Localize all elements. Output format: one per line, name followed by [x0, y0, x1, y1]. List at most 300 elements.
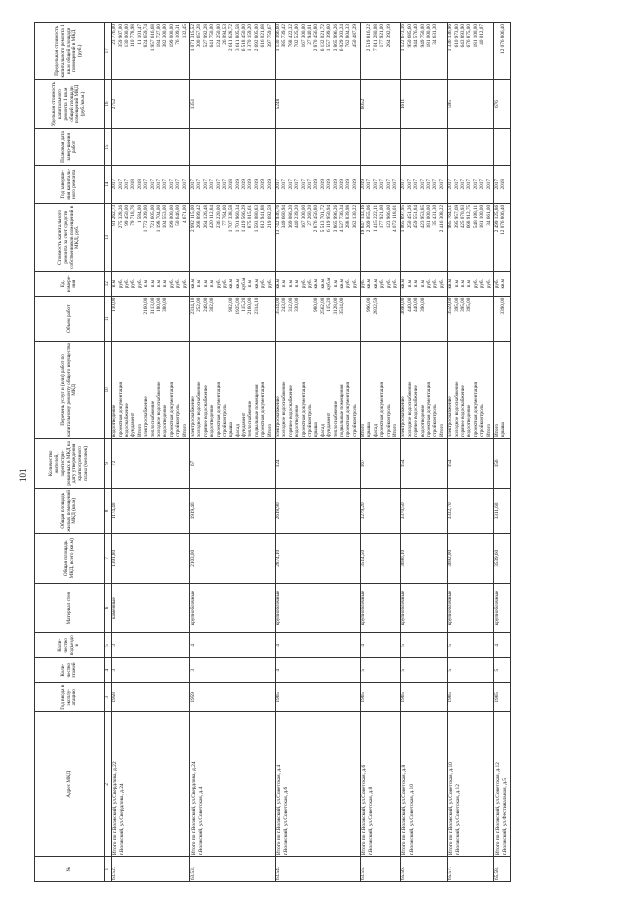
floors-cell: [275, 658, 360, 683]
unit-cost-cell: [360, 79, 400, 129]
works-cell: [360, 341, 400, 438]
unit-line: руб.: [379, 279, 386, 289]
column-number: 9: [105, 439, 112, 489]
volumes-cell: [360, 296, 400, 341]
year-line: 2017: [294, 179, 301, 190]
cost-line: 440 239,20: [294, 204, 301, 229]
limit-line: 676 875,00: [466, 24, 473, 48]
floors-cell-text: 3: [189, 668, 196, 672]
limit-line: 2 870 456,80: [313, 24, 320, 52]
volume-line: 2314,10: [189, 297, 196, 315]
year-line: 2017: [426, 179, 432, 190]
total-area-cell-text: 3692,00: [447, 549, 454, 567]
residents-cell: [447, 439, 494, 489]
address-line: Итого по г.Волжский, ул.Советская, д.8: [401, 764, 408, 856]
volume-line: 2160,00: [143, 297, 150, 315]
walls-cell: [447, 583, 494, 633]
limits-cell: [447, 23, 494, 80]
unit-line: кв.м: [447, 278, 454, 289]
volume-line: 248,00: [202, 297, 209, 312]
floors-cell: [111, 658, 190, 683]
work-line: электроснабжение: [189, 396, 196, 438]
cost-line: 1 707 338,58: [228, 204, 235, 233]
residents-cell-text: 154: [447, 459, 454, 468]
column-number: 14: [105, 165, 112, 203]
residents-cell-text: 154: [400, 459, 407, 468]
column-number: 6: [105, 583, 112, 633]
floors-cell: [494, 658, 510, 683]
volume-line: 395,00: [466, 297, 473, 312]
column-header: Удельная стоимость капитального ремонта 1 кв.м общей площади помещений МКД (руб./кв.м.): [35, 79, 105, 129]
year-line: 2017: [379, 179, 386, 190]
entrances-cell: [275, 633, 360, 658]
work-line: Итого: [181, 423, 188, 438]
entrances-cell-text: 4: [189, 644, 196, 647]
address-line: г.Волжский, ул.Советская, д.6: [283, 786, 290, 856]
year-line: 2018: [228, 179, 235, 190]
cost-line: 1 415 222,11: [372, 204, 379, 232]
column-number: 15: [105, 129, 112, 165]
year-line: 2019: [247, 179, 254, 190]
living-area-cell: [494, 488, 510, 533]
limit-line: 124 250,00: [215, 24, 222, 48]
limit-line: 181 100,00: [472, 24, 479, 48]
limit-line: 641 750,00: [209, 24, 216, 48]
volume-line: 2832,59: [372, 297, 379, 315]
years-cell: [275, 165, 360, 203]
cost-line: 6 119 950,94: [326, 204, 333, 232]
cost-line: 288 839,98: [345, 204, 352, 229]
costs-cell: [111, 203, 190, 271]
capital-repair-table: [34, 22, 511, 882]
work-line: крыша: [366, 422, 373, 438]
volume-line: [487, 298, 493, 340]
year-line: 2019: [319, 179, 326, 190]
work-line: стройконтроль: [385, 404, 392, 438]
work-line: электроснабжение: [275, 396, 282, 438]
work-line: стройконтроль: [221, 404, 228, 438]
work-line: проектная документация: [117, 382, 124, 438]
volume-line: 3113,00: [149, 297, 156, 315]
work-line: Итого: [266, 423, 273, 438]
volume-line: 115,20: [326, 297, 333, 312]
walls-cell-text: крупноблочные: [493, 590, 500, 626]
floors-cell-text: 5: [360, 668, 367, 672]
unit-line: руб.: [472, 279, 479, 289]
address-line: Итого по г.Волжский, ул.Свердлова, д.24: [190, 761, 197, 856]
work-line: фасад: [372, 424, 379, 438]
cost-line: 4 527 736,34: [338, 204, 345, 233]
work-line: фасад: [234, 424, 241, 438]
address-line: г.Волжский, ул.Советская, д.10: [408, 784, 415, 856]
work-line: водоотведение: [111, 404, 118, 438]
cost-line: 12 076 806,40: [500, 204, 507, 235]
table-row: [190, 23, 275, 882]
volume-line: 996,00: [366, 297, 373, 312]
year-line: 2017: [493, 179, 500, 190]
work-line: проектная документация: [345, 382, 352, 438]
limit-line: 199 000,00: [168, 24, 175, 48]
limit-line: 702 525,00: [294, 24, 301, 48]
column-header: Общая площадь жилых помещений МКД (кв.м): [35, 488, 105, 533]
units-cell: [275, 271, 360, 296]
limit-line: 3 865 996,26: [332, 24, 339, 52]
residents-cell: [111, 439, 190, 489]
column-header: Общая площадь МКД, всего (кв.м): [35, 533, 105, 583]
living-area-cell: [111, 488, 190, 533]
work-line: холодное водоснабжение: [453, 381, 460, 438]
residents-cell-text: 67: [189, 460, 196, 466]
year-cell: [111, 683, 190, 712]
living-area-cell-text: 1919,40: [189, 502, 196, 520]
record-number: [111, 857, 190, 882]
volume-line: 3390,00: [500, 297, 507, 315]
unit-cost-text: 1351: [189, 98, 196, 110]
unit-line: руб.: [221, 279, 228, 289]
residents-cell: [275, 439, 360, 489]
year-line: 2019: [313, 179, 320, 190]
year-line: 2019: [234, 179, 241, 190]
page-number: 101: [18, 468, 28, 482]
unit-line: кв.м: [234, 278, 241, 289]
plan-date-cell: [494, 129, 510, 165]
limit-line: 6 029 303,24: [338, 24, 345, 52]
year-line: 2017: [202, 179, 209, 190]
rotated-sheet: [20, 22, 620, 882]
year-line: 2017: [406, 179, 413, 190]
cost-line: 13 742 936,76: [275, 204, 282, 235]
limit-line: 1 957 616,68: [149, 24, 156, 52]
column-number: 2: [105, 712, 112, 857]
living-area-cell-text: 3332,70: [447, 502, 454, 520]
total-area-cell: [494, 533, 510, 583]
volumes-cell: [494, 296, 510, 341]
work-line: проектная документация: [260, 382, 267, 438]
work-line: проектная документация: [426, 382, 432, 438]
year-line: 2019: [345, 179, 352, 190]
record-number-text: 65.57.: [447, 867, 454, 880]
unit-cost-text: 2752: [111, 98, 118, 110]
cost-line: 167 300,00: [300, 204, 307, 229]
address-line: Итого по г.Волжский, ул.Свердлова, д.22: [112, 761, 119, 856]
work-line: водоотведение: [419, 404, 426, 438]
table-row: [494, 23, 510, 882]
work-line: горячее водоснабжение: [413, 385, 420, 438]
limit-line: 1 557 399,60: [326, 24, 333, 52]
walls-cell-text: крупноблочные: [360, 590, 367, 626]
volume-line: 380,00: [162, 297, 169, 312]
entrances-cell: [190, 633, 275, 658]
residents-cell-text: 72: [111, 460, 118, 466]
year-line: 2017: [447, 179, 454, 190]
year-line: 2017: [149, 179, 156, 190]
year-line: 2017: [419, 179, 426, 190]
entrances-cell: [360, 633, 400, 658]
volume-line: [393, 298, 399, 340]
units-cell: [494, 271, 510, 296]
cost-line: 369 086,20: [287, 204, 294, 229]
limit-line: 3 611 805,58: [234, 24, 241, 52]
limit-line: 167 300,00: [300, 24, 307, 48]
entrances-cell-text: 4: [360, 644, 367, 647]
column-number: 4: [105, 658, 112, 683]
header-row: [35, 23, 105, 882]
work-line: крыша: [313, 422, 320, 438]
works-cell: [400, 341, 447, 438]
work-line: водоснабжение: [124, 403, 131, 438]
cost-line: 362 130,22: [351, 204, 358, 229]
work-line: электроснабжение: [400, 396, 407, 438]
volume-line: 2160,00: [247, 297, 254, 315]
year-line: 2017: [209, 179, 216, 190]
record-number-text: 65.58.: [493, 867, 500, 880]
year-cell: [190, 683, 275, 712]
work-line: электроснабжение: [143, 396, 150, 438]
unit-line: п.м: [294, 280, 301, 288]
year-cell-text: 1965: [275, 692, 282, 703]
plan-date-cell: [400, 129, 447, 165]
work-line: Итого: [136, 423, 143, 438]
residents-cell: [400, 439, 447, 489]
cost-line: 34 661,00: [485, 204, 492, 226]
work-line: водоотведение: [162, 404, 169, 438]
column-number: 3: [105, 683, 112, 712]
units-cell: [111, 271, 190, 296]
work-line: стройконтроль: [351, 404, 358, 438]
limit-line: 616 021,68: [260, 24, 267, 48]
unit-line: руб.: [479, 279, 486, 289]
year-line: 2017: [181, 179, 188, 190]
cost-line: 985 764,51: [447, 204, 454, 229]
total-area-cell: [190, 533, 275, 583]
volumes-cell: [275, 296, 360, 341]
cost-line: 459 551,84: [413, 204, 420, 229]
unit-line: руб.: [438, 279, 445, 289]
record-number-text: 63.54.: [275, 867, 282, 880]
year-line: 2017: [275, 179, 282, 190]
cost-line: 420 112,84: [209, 204, 216, 229]
total-area-cell: [111, 533, 190, 583]
unit-line: п.м: [332, 280, 339, 288]
limit-line: 184 727,00: [155, 24, 162, 48]
unit-cost-text: 676: [493, 100, 500, 108]
cost-line: 3 865 996,26: [332, 204, 339, 233]
volume-line: 390,00: [419, 297, 426, 312]
works-cell: [275, 341, 360, 438]
years-cell: [190, 165, 275, 203]
work-line: стройконтроль: [432, 404, 439, 438]
column-header: Предельная стоимость капитального ремонта 1 кв.м общей площади помещений в МКД (руб.): [35, 23, 105, 80]
total-area-cell-text: 2874,10: [275, 549, 282, 567]
cost-line: 35 431,30: [432, 204, 439, 226]
work-line: Итого: [485, 423, 492, 438]
year-cell: [275, 683, 360, 712]
cost-line: 5 513 701,72: [319, 204, 326, 233]
living-area-cell-text: 3279,20: [360, 502, 367, 520]
limit-line: 177 921,00: [379, 24, 386, 48]
cost-line: 4 072 118,01: [392, 204, 399, 232]
address-line: Итого по г.Волжский, ул.Советская, д.4: [276, 764, 283, 856]
works-cell: [111, 341, 190, 438]
costs-cell: [400, 203, 447, 271]
year-cell-text: 1965: [400, 692, 407, 703]
cost-line: 875 015,61: [247, 204, 254, 229]
column-header: Коли-чество подъездов: [35, 633, 105, 658]
total-area-cell-text: 1301,80: [111, 549, 118, 567]
limit-line: 27 940,01: [306, 24, 313, 45]
work-line: теплоснабжение: [332, 400, 339, 438]
living-area-cell: [447, 488, 494, 533]
work-line: холодное водоснабжение: [406, 381, 413, 438]
column-number: 11: [105, 296, 112, 341]
limit-line: 26 094,53: [221, 24, 228, 45]
year-cell: [447, 683, 494, 712]
year-line: 2017: [221, 179, 228, 190]
column-header: Год ввода в эксплу-атацию: [35, 683, 105, 712]
volume-line: [353, 298, 359, 340]
cost-line: 81 262,73: [111, 204, 118, 226]
volume-line: 3559,60: [447, 297, 454, 315]
unit-line: руб.: [215, 279, 222, 289]
record-number-text: 63.52.: [111, 867, 118, 880]
volume-line: 980,00: [313, 297, 320, 312]
entrances-cell-text: 5: [447, 644, 454, 647]
residents-cell-text: 156: [493, 459, 500, 468]
limits-cell: [400, 23, 447, 80]
column-header: Материал стен: [35, 583, 105, 633]
units-cell: [447, 271, 494, 296]
unit-line: руб.: [124, 279, 131, 289]
unit-cost-cell: [494, 79, 510, 129]
address-line: Итого по г.Волжский, ул.Советская, д.6: [361, 764, 368, 856]
work-line: фасад: [319, 424, 326, 438]
address-cell: [360, 712, 400, 857]
unit-line: кв.м: [228, 278, 235, 289]
year-line: 2017: [143, 179, 150, 190]
unit-line: кв.м: [253, 278, 260, 289]
work-line: фундамент: [326, 412, 333, 438]
limit-line: 359 907,00: [117, 24, 124, 48]
record-number: [275, 857, 360, 882]
years-cell: [400, 165, 447, 203]
unit-line: руб.: [493, 279, 500, 289]
work-line: проектная документация: [379, 382, 386, 438]
year-line: 2017: [300, 179, 307, 190]
limit-line: 6 132 021,72: [319, 24, 326, 52]
unit-cost-text: 6052: [360, 98, 367, 110]
limit-line: 768 422,32: [287, 24, 294, 48]
limit-line: 762 804,33: [345, 24, 352, 48]
year-line: 2017: [472, 179, 479, 190]
address-cell: [275, 712, 360, 857]
record-number-text: 63.53.: [189, 867, 196, 880]
work-line: стройконтроль: [306, 404, 313, 438]
year-line: 2017: [168, 179, 175, 190]
floors-cell-text: 3: [111, 668, 118, 672]
unit-line: кв.м: [313, 278, 320, 289]
unit-line: п.м: [202, 280, 209, 288]
column-number: 7: [105, 533, 112, 583]
unit-line: п.м: [419, 280, 426, 288]
cost-line: 395 957,69: [453, 204, 460, 229]
plan-date-cell: [190, 129, 275, 165]
volume-line: 440,00: [406, 297, 413, 312]
unit-line: руб.: [260, 279, 267, 289]
total-area-cell-text: 3539,60: [493, 549, 500, 567]
unit-line: руб.: [392, 279, 399, 289]
column-number: 16: [105, 79, 112, 129]
limit-line: 643 893,90: [459, 24, 466, 48]
column-number-row: [105, 23, 112, 882]
volume-line: 243,00: [281, 297, 288, 312]
unit-line: руб.: [300, 279, 307, 289]
unit-line: кв.м: [372, 278, 379, 289]
work-line: теплоснабжение: [149, 400, 156, 438]
walls-cell-text: крупноблочные: [400, 590, 407, 626]
unit-cost-text: 5248: [275, 98, 282, 110]
cost-line: 349 660,94: [281, 204, 288, 229]
table-row: [360, 23, 400, 882]
cost-line: 612 941,88: [260, 204, 267, 229]
living-area-cell: [190, 488, 275, 533]
cost-line: 27 260,20: [306, 204, 313, 226]
cost-line: 181 100,00: [479, 204, 486, 229]
total-area-cell: [447, 533, 494, 583]
address-line: г.Волжский, ул.Фестивальная, д.5: [502, 777, 509, 856]
unit-cost-cell: [447, 79, 494, 129]
cost-line: 181 000,00: [426, 204, 432, 229]
year-line: 2017: [400, 179, 407, 190]
living-area-cell-text: 1174,40: [111, 502, 118, 520]
unit-line: куб.м: [326, 277, 333, 290]
year-line: 2017: [366, 179, 373, 190]
unit-line: руб.: [175, 279, 182, 289]
column-header: Плановая дата завер-шения работ: [35, 129, 105, 165]
limit-line: 264 392,19: [385, 24, 392, 48]
volume-line: [268, 298, 274, 340]
limit-line: 527 992,28: [202, 24, 209, 48]
units-cell: [360, 271, 400, 296]
work-line: водоотведение: [466, 404, 473, 438]
limit-line: 11 101,47: [136, 24, 143, 45]
cost-line: 219 692,59: [266, 204, 273, 229]
floors-cell: [400, 658, 447, 683]
year-line: 2019: [253, 179, 260, 190]
cost-line: 1 584,00: [136, 204, 143, 224]
limit-line: 385 739,42: [281, 24, 288, 48]
limit-line: 130 000,00: [124, 24, 131, 48]
unit-cost-cell: [111, 79, 190, 129]
plan-date-cell: [275, 129, 360, 165]
volume-line: 3128,00: [332, 297, 339, 315]
unit-line: руб.: [117, 279, 124, 289]
volumes-cell: [447, 296, 494, 341]
record-number: [494, 857, 510, 882]
year-line: 2017: [306, 179, 313, 190]
work-line: горячее водоснабжение: [202, 385, 209, 438]
unit-line: руб.: [168, 279, 175, 289]
year-cell: [360, 683, 400, 712]
year-cell-text: 1965: [447, 692, 454, 703]
address-cell: [400, 712, 447, 857]
unit-cost-text: 1611: [400, 98, 407, 110]
walls-cell-text: крупноблочные: [189, 590, 196, 626]
living-area-cell-text: 3370,50: [400, 502, 407, 520]
walls-cell: [360, 583, 400, 633]
limit-line: 397 759,67: [266, 24, 273, 48]
work-line: холодное водоснабжение: [196, 381, 203, 438]
year-line: 2017: [432, 179, 439, 190]
